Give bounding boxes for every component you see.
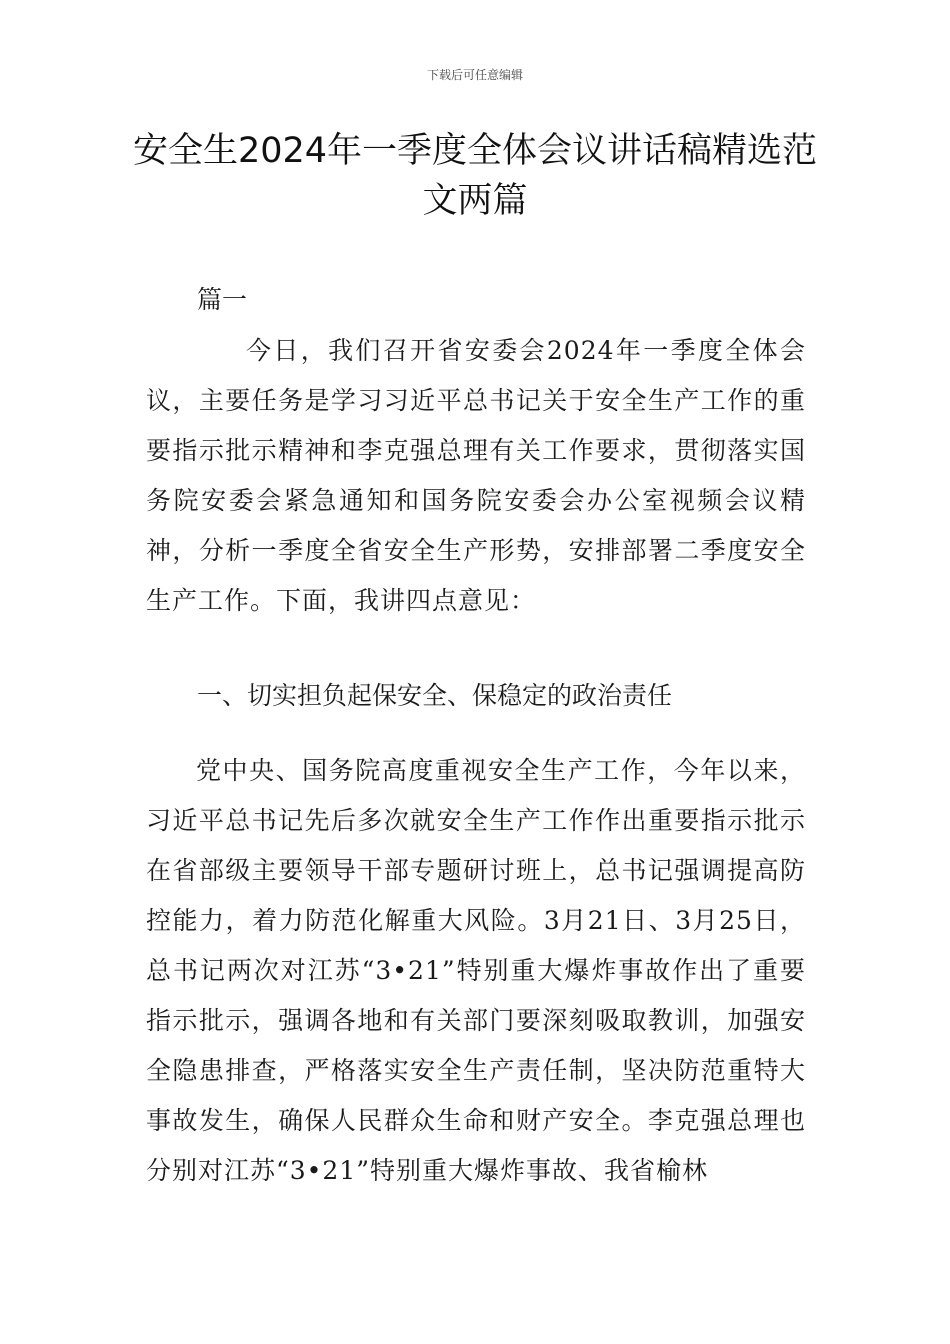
paragraph-intro: 今日，我们召开省安委会2024年一季度全体会议，主要任务是学习习近平总书记关于安全生产工作的重要指示批示精神和李克强总理有关工作要求，贯彻落实国务院安委会紧急通知和国务院安委会办公室视频会议精神，分析一季度全省安全生产形势，安排部署二季度安全生产工作。下面，我讲四点意见： (146, 336, 806, 615)
section-label: 篇一 (197, 285, 248, 314)
paragraph-body: 党中央、国务院高度重视安全生产工作，今年以来，习近平总书记先后多次就安全生产工作作出重要指示批示在省部级主要领导干部专题研讨班上，总书记强调提高防控能力，着力防范化解重大风险。3月21日、3月25日，总书记两次对江苏“3•21”特别重大爆炸事故作出了重要指示批示，强调各地和有关部门要深刻吸取教训，加强安全隐患排查，严格落实安全生产责任制，坚决防范重特大事故发生，确保人民群众生命和财产安全。李克强总理也分别对江苏“3•21”特别重大爆炸事故、我省榆林 (146, 756, 806, 1185)
section-heading: 一、切实担负起保安全、保稳定的政治责任 (197, 681, 673, 710)
header-note: 下载后可任意编辑 (426, 68, 523, 82)
document-title: 安全生2024年一季度全体会议讲话稿精选范文两篇 (132, 131, 818, 221)
